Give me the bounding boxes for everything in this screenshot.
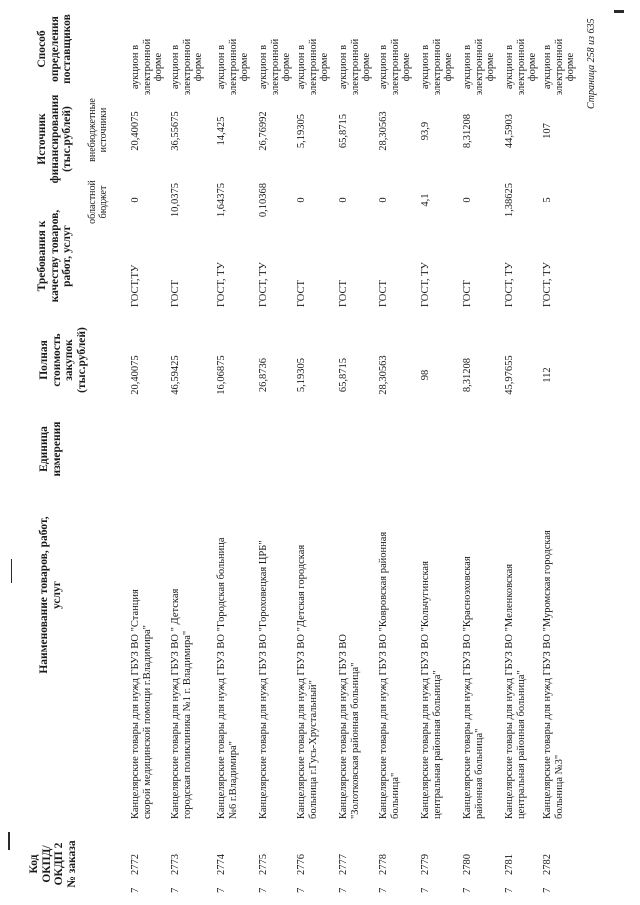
row-extra: 36,55675 xyxy=(170,111,181,151)
row-order: 2777 xyxy=(338,854,349,875)
row-order: 2773 xyxy=(170,854,181,875)
row-requirements: ГОСТ,ТУ xyxy=(130,264,141,307)
row-regional: 0 xyxy=(296,197,307,203)
row-order: 2772 xyxy=(130,854,141,875)
row-method: аукцион в электронной форме xyxy=(542,38,576,96)
row-extra: 93,9 xyxy=(420,121,431,141)
row-name: Канцелярские товары для нужд ГБУЗ ВО "Гороховецкая ЦРБ" xyxy=(258,540,269,819)
row-extra: 14,425 xyxy=(216,116,227,146)
row-method: аукцион в электронной форме xyxy=(378,38,412,96)
row-cost: 45,97655 xyxy=(504,355,515,395)
row-name: Канцелярские товары для нужд ГБУЗ ВО "Муромская городская больница №3" xyxy=(542,530,565,819)
header-method: Способ определения поставщиков xyxy=(36,14,73,84)
row-extra: 65,8715 xyxy=(338,113,349,149)
row-method: аукцион в электронной форме xyxy=(216,38,250,96)
header-unit: Единица измерения xyxy=(38,421,63,477)
row-requirements: ГОСТ xyxy=(338,280,349,307)
row-requirements: ГОСТ xyxy=(462,280,473,307)
header-requirements: Требования к качеству товаров, работ, услуг xyxy=(36,209,73,303)
row-method: аукцион в электронной форме xyxy=(504,38,538,96)
row-requirements: ГОСТ xyxy=(378,280,389,307)
header-source-regional: областной бюджет xyxy=(87,180,109,224)
row-name: Канцелярские товары для нужд ГБУЗ ВО "Станция скорой медицинской помощи г.Владимира" xyxy=(130,589,153,819)
row-code: 7 xyxy=(338,887,349,893)
row-name: Канцелярские товары для нужд ГБУЗ ВО "Золотковская районная больница" xyxy=(338,633,361,819)
row-code: 7 xyxy=(542,887,553,893)
row-code: 7 xyxy=(378,887,389,893)
row-requirements: ГОСТ xyxy=(170,280,181,307)
row-order: 2775 xyxy=(258,854,269,875)
row-cost: 98 xyxy=(420,369,431,381)
row-method: аукцион в электронной форме xyxy=(170,38,204,96)
row-order: 2776 xyxy=(296,854,307,875)
row-order: 2774 xyxy=(216,854,227,875)
row-cost: 112 xyxy=(542,367,553,383)
row-name: Канцелярские товары для нужд ГБУЗ ВО "Детская городская больница г.Гусь-Хрустальный" xyxy=(296,544,319,819)
row-name: Канцелярские товары для нужд ГБУЗ ВО "Городская больница №6 г.Владимира" xyxy=(216,537,239,819)
row-order: 2778 xyxy=(378,854,389,875)
row-requirements: ГОСТ, ТУ xyxy=(216,262,227,307)
row-extra: 5,19305 xyxy=(296,113,307,149)
row-regional: 5 xyxy=(542,197,553,203)
row-code: 7 xyxy=(420,887,431,893)
row-order: 2782 xyxy=(542,854,553,875)
header-source: Источник финансирования (тыс.рублей) xyxy=(36,94,73,184)
row-code: 7 xyxy=(216,887,227,893)
row-regional: 4,1 xyxy=(420,193,431,207)
row-method: аукцион в электронной форме xyxy=(130,38,164,96)
row-requirements: ГОСТ, ТУ xyxy=(542,262,553,307)
scan-mark xyxy=(8,832,10,850)
row-extra: 107 xyxy=(542,123,553,139)
header-source-extra: внебюджетные источники xyxy=(87,98,109,162)
row-name: Канцелярские товары для нужд ГБУЗ ВО " Детская городская поликлиника №1 г. Владимира" xyxy=(170,588,193,819)
row-cost: 65,8715 xyxy=(338,357,349,393)
row-order: 2779 xyxy=(420,854,431,875)
row-requirements: ГОСТ, ТУ xyxy=(504,262,515,307)
row-name: Канцелярские товары для нужд ГБУЗ ВО "Красноэховская районная больница" xyxy=(462,556,485,819)
row-requirements: ГОСТ, ТУ xyxy=(420,262,431,307)
row-code: 7 xyxy=(130,887,141,893)
header-code: Код ОКПД/ ОКДП 2 № заказа xyxy=(28,840,78,888)
header-cost: Полная стоимость закупок (тыс.рублей) xyxy=(38,327,88,393)
row-extra: 8,31208 xyxy=(462,113,473,149)
row-code: 7 xyxy=(504,887,515,893)
row-cost: 16,06875 xyxy=(216,355,227,395)
row-regional: 0,10368 xyxy=(258,182,269,218)
row-cost: 20,40075 xyxy=(130,355,141,395)
row-cost: 28,30563 xyxy=(378,355,389,395)
row-code: 7 xyxy=(462,887,473,893)
header-name: Наименование товаров, работ, услуг xyxy=(38,516,63,674)
row-regional: 10,0375 xyxy=(170,182,181,218)
row-cost: 8,31208 xyxy=(462,357,473,393)
page-number: Страница 258 из 635 xyxy=(586,18,597,109)
row-method: аукцион в электронной форме xyxy=(296,38,330,96)
row-method: аукцион в электронной форме xyxy=(338,38,372,96)
row-code: 7 xyxy=(296,887,307,893)
row-extra: 28,30563 xyxy=(378,111,389,151)
scan-mark xyxy=(11,559,12,583)
row-method: аукцион в электронной форме xyxy=(420,38,454,96)
row-order: 2780 xyxy=(462,854,473,875)
row-extra: 44,5903 xyxy=(504,113,515,149)
row-requirements: ГОСТ, ТУ xyxy=(258,262,269,307)
row-regional: 0 xyxy=(338,197,349,203)
row-order: 2781 xyxy=(504,854,515,875)
row-regional: 0 xyxy=(462,197,473,203)
row-extra: 20,40075 xyxy=(130,111,141,151)
row-code: 7 xyxy=(170,887,181,893)
scan-mark xyxy=(614,10,624,13)
row-method: аукцион в электронной форме xyxy=(258,38,292,96)
row-name: Канцелярские товары для нужд ГБУЗ ВО "Кольчугинская центральная районная больница" xyxy=(420,561,443,819)
row-regional: 1,64375 xyxy=(216,182,227,218)
row-cost: 5,19305 xyxy=(296,357,307,393)
row-regional: 1,38625 xyxy=(504,182,515,218)
row-regional: 0 xyxy=(130,197,141,203)
row-method: аукцион в электронной форме xyxy=(462,38,496,96)
row-code: 7 xyxy=(258,887,269,893)
row-cost: 26,8736 xyxy=(258,357,269,393)
row-name: Канцелярские товары для нужд ГБУЗ ВО "Меленковская центральная районная больница" xyxy=(504,563,527,819)
row-requirements: ГОСТ xyxy=(296,280,307,307)
row-extra: 26,76992 xyxy=(258,111,269,151)
row-cost: 46,59425 xyxy=(170,355,181,395)
row-regional: 0 xyxy=(378,197,389,203)
row-name: Канцелярские товары для нужд ГБУЗ ВО "Ковровская районная больница" xyxy=(378,531,401,819)
